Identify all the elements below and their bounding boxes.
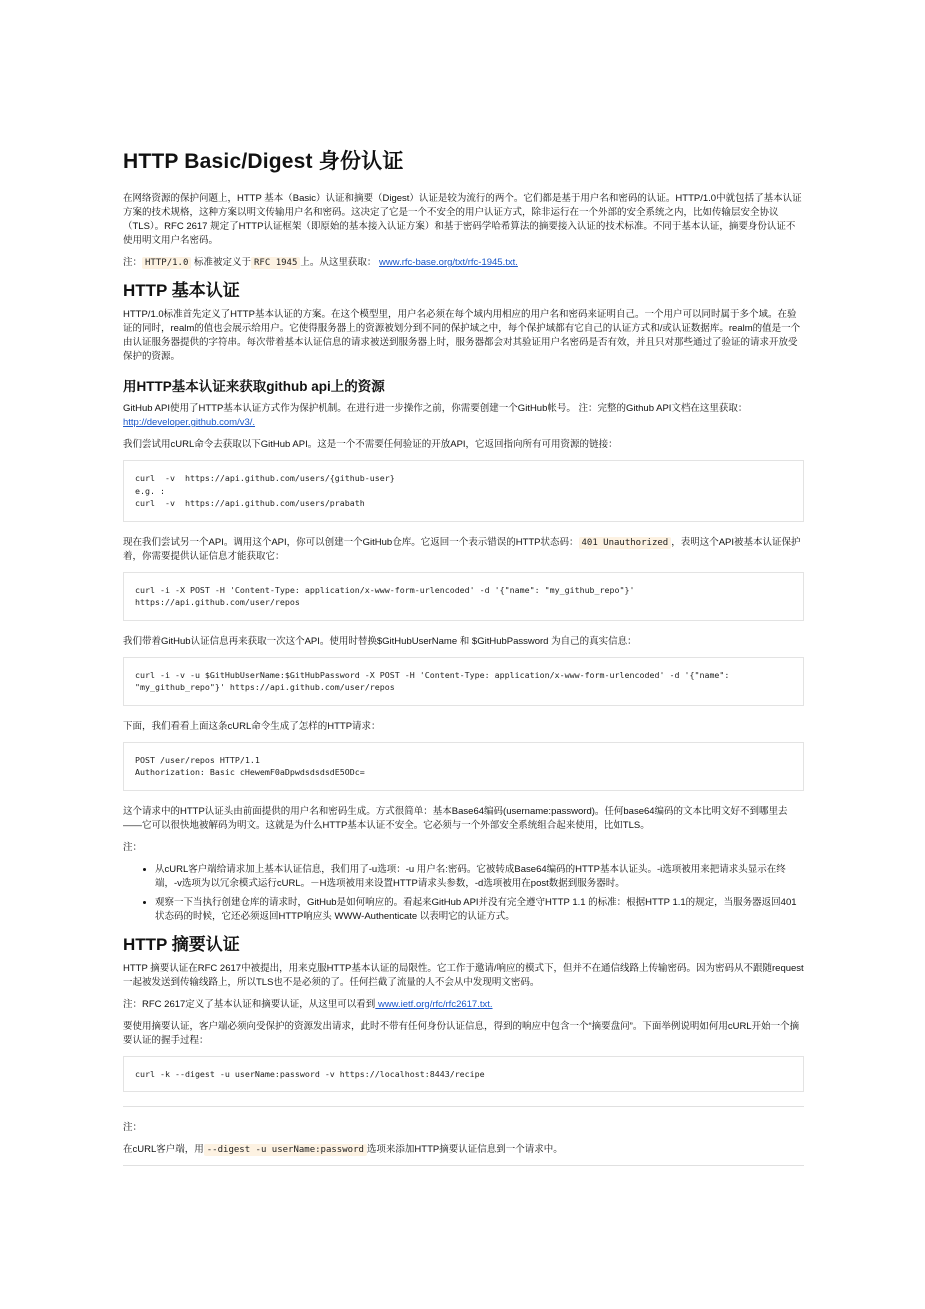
inline-code-rfc1945: RFC 1945 — [251, 257, 300, 269]
basic-auth-paragraph: HTTP/1.0标准首先定义了HTTP基本认证的方案。在这个模型里，用户名必须在每个域内用相应的用户名和密码来证明自己。一个用户可以同时属于多个域。在验证的同时，realm的值也会展示给用户。它使得服务器上的资源被划分到不同的保护域之中，每个保护域都有它自己的认证方式和/或认证数据库。realm的值是一个由认证服务器提供的字符串。每次带着基本认证信息的请求被送到服务器上时，服务器都会对其验证用户名密码是否有效，并且只对那些通过了验证的请求开放受保护的资源。 — [123, 309, 801, 362]
github-notes-list — [123, 863, 804, 924]
digest-note-text: 注：RFC 2617定义了基本认证和摘要认证，从这里可以看到 — [123, 998, 376, 1010]
code-block-curl-post: curl -i -X POST -H 'Content-Type: application/x-www-form-urlencoded' -d '{"name": "my_github_repo"}' https://api.github.com/user/repos — [123, 572, 804, 621]
code-block-curl-digest: curl -k --digest -u userName:password -v https://localhost:8443/recipe — [123, 1056, 804, 1093]
digest-note-label: 注： — [123, 1122, 143, 1133]
basic-auth-heading: HTTP 基本认证 — [123, 281, 240, 300]
digest-final-paragraph — [123, 1143, 804, 1157]
digest-auth-heading: HTTP 摘要认证 — [123, 934, 240, 954]
note-prefix: 注： — [123, 257, 143, 268]
final-suffix-text: 选项来添加HTTP摘要认证信息到一个请求中。 — [366, 1144, 563, 1155]
github-paragraph-5: 下面，我们看看上面这条cURL命令生成了怎样的HTTP请求： — [123, 720, 381, 732]
final-prefix-text: 在cURL客户端，用 — [123, 1144, 204, 1155]
inline-code-http10: HTTP/1.0 — [142, 257, 191, 269]
github-paragraph-4: 我们带着GitHub认证信息再来获取一次这个API。使用时替换$GitHubUserName 和 $GitHubPassword 为自己的真实信息： — [123, 635, 637, 647]
digest-paragraph-2 — [123, 998, 804, 1012]
divider — [123, 1106, 804, 1107]
list-item: • 观察一下当执行创建仓库的请求时，GitHub是如何响应的。看起来GitHub API并没有完全遵守HTTP 1.1 的标准：根据HTTP 1.1的规定，当服务器返回401状态码的时候，它还必须返回HTTP响应头 WWW-Authenticate 以表明它的认证方式。 — [155, 896, 804, 924]
code-block-curl-users: curl -v https://api.github.com/users/{github-user} e.g. : curl -v https://api.github.com/users/prabath — [123, 460, 804, 522]
github-docs-link[interactable]: http://developer.github.com/v3/. — [123, 417, 256, 428]
note-suffix: 上。从这里获取： — [300, 257, 377, 268]
digest-paragraph-1: HTTP 摘要认证在RFC 2617中被提出，用来克服HTTP基本认证的局限性。它工作于邀请/响应的模式下，但并不在通信线路上传输密码。因为密码从不跟随request一起被发送到传输线路上，所以TLS也不是必须的了。任何拦截了流量的人不会从中发现明文密码。 — [123, 962, 804, 988]
document — [123, 148, 804, 1180]
github-paragraph-3 — [123, 536, 804, 564]
note-rfc1945 — [123, 256, 804, 270]
github-paragraph-2: 我们尝试用cURL命令去获取以下GitHub API。这是一个不需要任何验证的开放API，它返回指向所有可用资源的链接： — [123, 439, 618, 450]
list-item: • 从cURL客户端给请求加上基本认证信息，我们用了-u选项：-u 用户名:密码。它被转成Base64编码的HTTP基本认证头。-i选项被用来把请求头显示在终端，-v选项为以冗余模式运行cURL。－H选项被用来设置HTTP请求头参数，-d选项被用在post数据到服务器时。 — [155, 863, 804, 891]
code-block-curl-auth: curl -i -v -u $GitHubUserName:$GitHubPassword -X POST -H 'Content-Type: application/x-www-form-urlencoded' -d '{"name": "my_github_repo"}' https://api.github.com/user/repos — [123, 657, 804, 706]
inline-code-digest-option: --digest -u userName:password — [204, 1144, 367, 1156]
inline-code-401: 401 Unauthorized — [579, 537, 672, 549]
github-intro-text: GitHub API使用了HTTP基本认证方式作为保护机制。在进行进一步操作之前，你需要创建一个GitHub帐号。 注：完整的Github API文档在这里获取： — [123, 403, 748, 414]
code-block-http-request: POST /user/repos HTTP/1.1 Authorization: Basic cHewemF0aDpwdsdsdsdE5ODc= — [123, 742, 804, 791]
github-note-label: 注： — [123, 841, 143, 853]
page-title: HTTP Basic/Digest 身份认证 — [123, 150, 404, 173]
rfc2617-link[interactable]: www.ietf.org/rfc/rfc2617.txt. — [375, 998, 493, 1010]
status-prefix-text: 现在我们尝试另一个API。调用这个API，你可以创建一个GitHub仓库。它返回一个表示错误的HTTP状态码： — [123, 536, 579, 548]
digest-paragraph-3: 要使用摘要认证，客户端必须向受保护的资源发出请求，此时不带有任何身份认证信息，得到的响应中包含一个“摘要盘问”。下面举例说明如何用cURL开始一个摘要认证的握手过程： — [123, 1020, 800, 1046]
divider — [123, 1165, 804, 1166]
rfc1945-link[interactable]: www.rfc-base.org/txt/rfc-1945.txt. — [379, 257, 518, 268]
github-paragraph-6: 这个请求中的HTTP认证头由前面提供的用户名和密码生成。方式很简单：基本Base64编码(username:password)。任何base64编码的文本比明文好不到哪里去——它可以很快地被解码为明文。这就是为什么HTTP基本认证不安全。它必须与一个外部安全系统组合起来使用，比如TLS。 — [123, 805, 788, 831]
status-suffix-text: ，表明这个API被基本认证保护着，你需要提供认证信息才能获取它： — [123, 536, 801, 562]
github-heading: 用HTTP基本认证来获取github api上的资源 — [123, 379, 385, 394]
github-paragraph-1 — [123, 402, 804, 430]
note-mid: 标准被定义于 — [191, 257, 252, 268]
intro-paragraph: 在网络资源的保护问题上，HTTP 基本（Basic）认证和摘要（Digest）认证是较为流行的两个。它们都是基于用户名和密码的认证。HTTP/1.0中就包括了基本认证方案的技术规格，这种方案以明文传输用户名和密码。这决定了它是一个不安全的用户认证方式，除非运行在一个外部的安全系统之内，比如传输层安全协议（TLS）。RFC 2617 规定了HTTP认证框架（即原始的基本接入认证方案）和基于密码学哈希算法的摘要接入认证的技术标准。不同于基本认证，摘要身份认证不使用明文用户名密码。 — [123, 193, 802, 246]
